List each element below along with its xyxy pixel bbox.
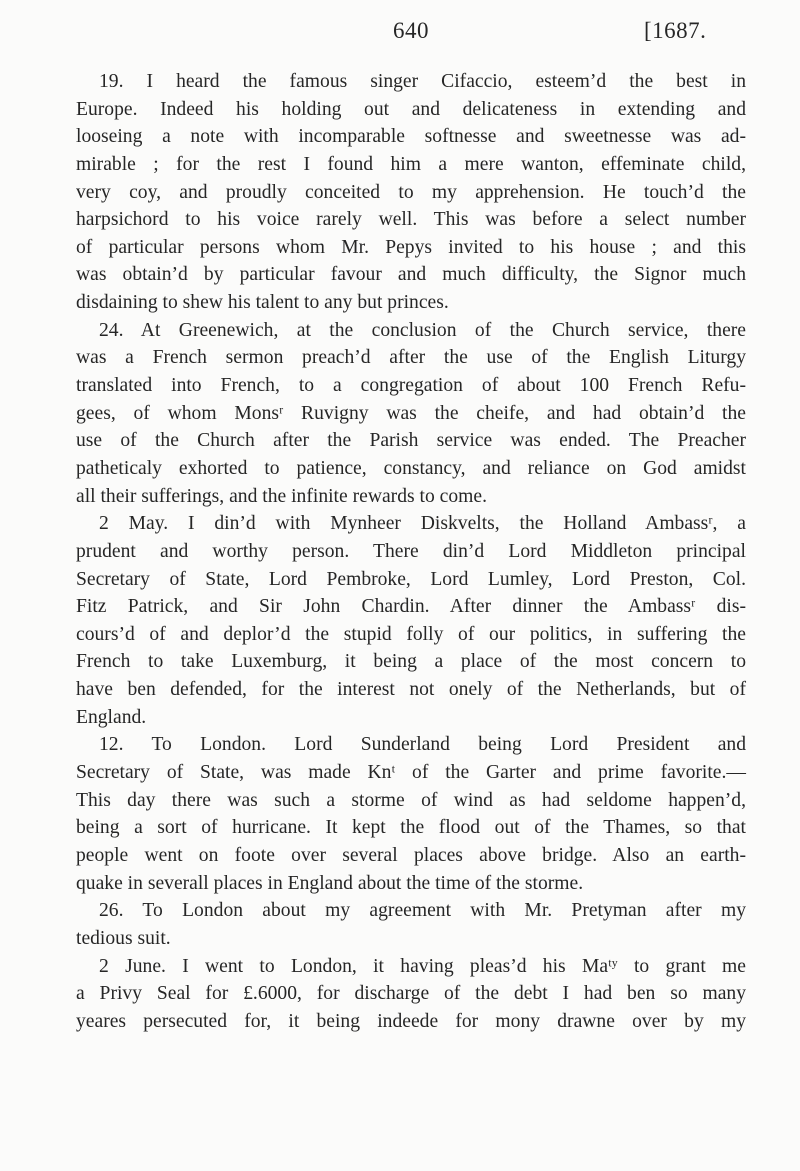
text-line: people went on foote over several places above bridge. Also an earth- [76,844,746,866]
text-line: 19. I heard the famous singer Cifaccio, esteem’d the best in [99,71,746,92]
text-line: 26. To London about my agreement with Mr. Pretyman after my [99,900,746,922]
text-line: Secretary of State, Lord Pembroke, Lord Lumley, Lord Preston, Col. [76,568,746,590]
text-line: disdaining to shew his talent to any but princes. [76,292,449,314]
text-line: cours’d of and deplor’d the stupid folly of our politics, in suffering the [76,623,746,645]
text-line: 12. To London. Lord Sunderland being Lord President and [99,734,746,756]
text-line: 2 June. I went to London, it having pleas’d his Maᵗʸ to grant me [99,955,746,977]
text-line: gees, of whom Monsʳ Ruvigny was the cheife, and had obtain’d the [76,402,746,424]
diary-text [76,68,746,1035]
running-head [0,12,800,52]
text-line: England. [76,706,147,728]
text-line: French to take Luxemburg, it being a place of the most concern to [76,651,746,673]
text-line: a Privy Seal for £.6000, for discharge of the debt I had ben so many [76,983,746,1005]
text-line: Secretary of State, was made Knᵗ of the Garter and prime favorite.— [76,762,746,784]
text-line: prudent and worthy person. There din’d Lord Middleton principal [76,540,746,562]
page-number: 640 [393,18,429,43]
text-line: use of the Church after the Parish service was ended. The Preacher [76,430,746,452]
text-line: was obtain’d by particular favour and much difficulty, the Signor much [76,264,746,286]
text-line: patheticaly exhorted to patience, constancy, and reliance on God amidst [76,457,746,479]
text-line: was a French sermon preach’d after the use of the English Liturgy [76,347,746,369]
text-line: have ben defended, for the interest not onely of the Netherlands, but of [76,679,746,701]
text-line: all their sufferings, and the infinite rewards to come. [76,485,487,507]
text-line: tedious suit. [76,927,171,949]
text-line: Europe. Indeed his holding out and delicateness in extending and [76,98,746,120]
text-line: translated into French, to a congregation of about 100 French Refu- [76,375,746,397]
text-line: mirable ; for the rest I found him a mere wanton, effeminate child, [76,153,746,175]
text-line: 2 May. I din’d with Mynheer Diskvelts, the Holland Ambassʳ, a [99,513,746,535]
text-line: This day there was such a storme of wind as had seldome happen’d, [76,789,746,811]
text-line: yeares persecuted for, it being indeede for mony drawne over by my [76,1010,746,1032]
text-line: of particular persons whom Mr. Pepys invited to his house ; and this [76,236,746,258]
year-marker: [1687. [644,18,707,43]
text-line: very coy, and proudly conceited to my apprehension. He touch’d the [76,181,746,203]
text-line: Fitz Patrick, and Sir John Chardin. After dinner the Ambassʳ dis- [76,596,746,618]
text-line: looseing a note with incomparable softnesse and sweetnesse was ad- [76,126,746,148]
text-line: being a sort of hurricane. It kept the flood out of the Thames, so that [76,817,746,839]
text-line: quake in severall places in England about the time of the storme. [76,872,584,894]
text-line: 24. At Greenewich, at the conclusion of the Church service, there [99,319,746,341]
text-line: harpsichord to his voice rarely well. This was before a select number [76,209,746,231]
